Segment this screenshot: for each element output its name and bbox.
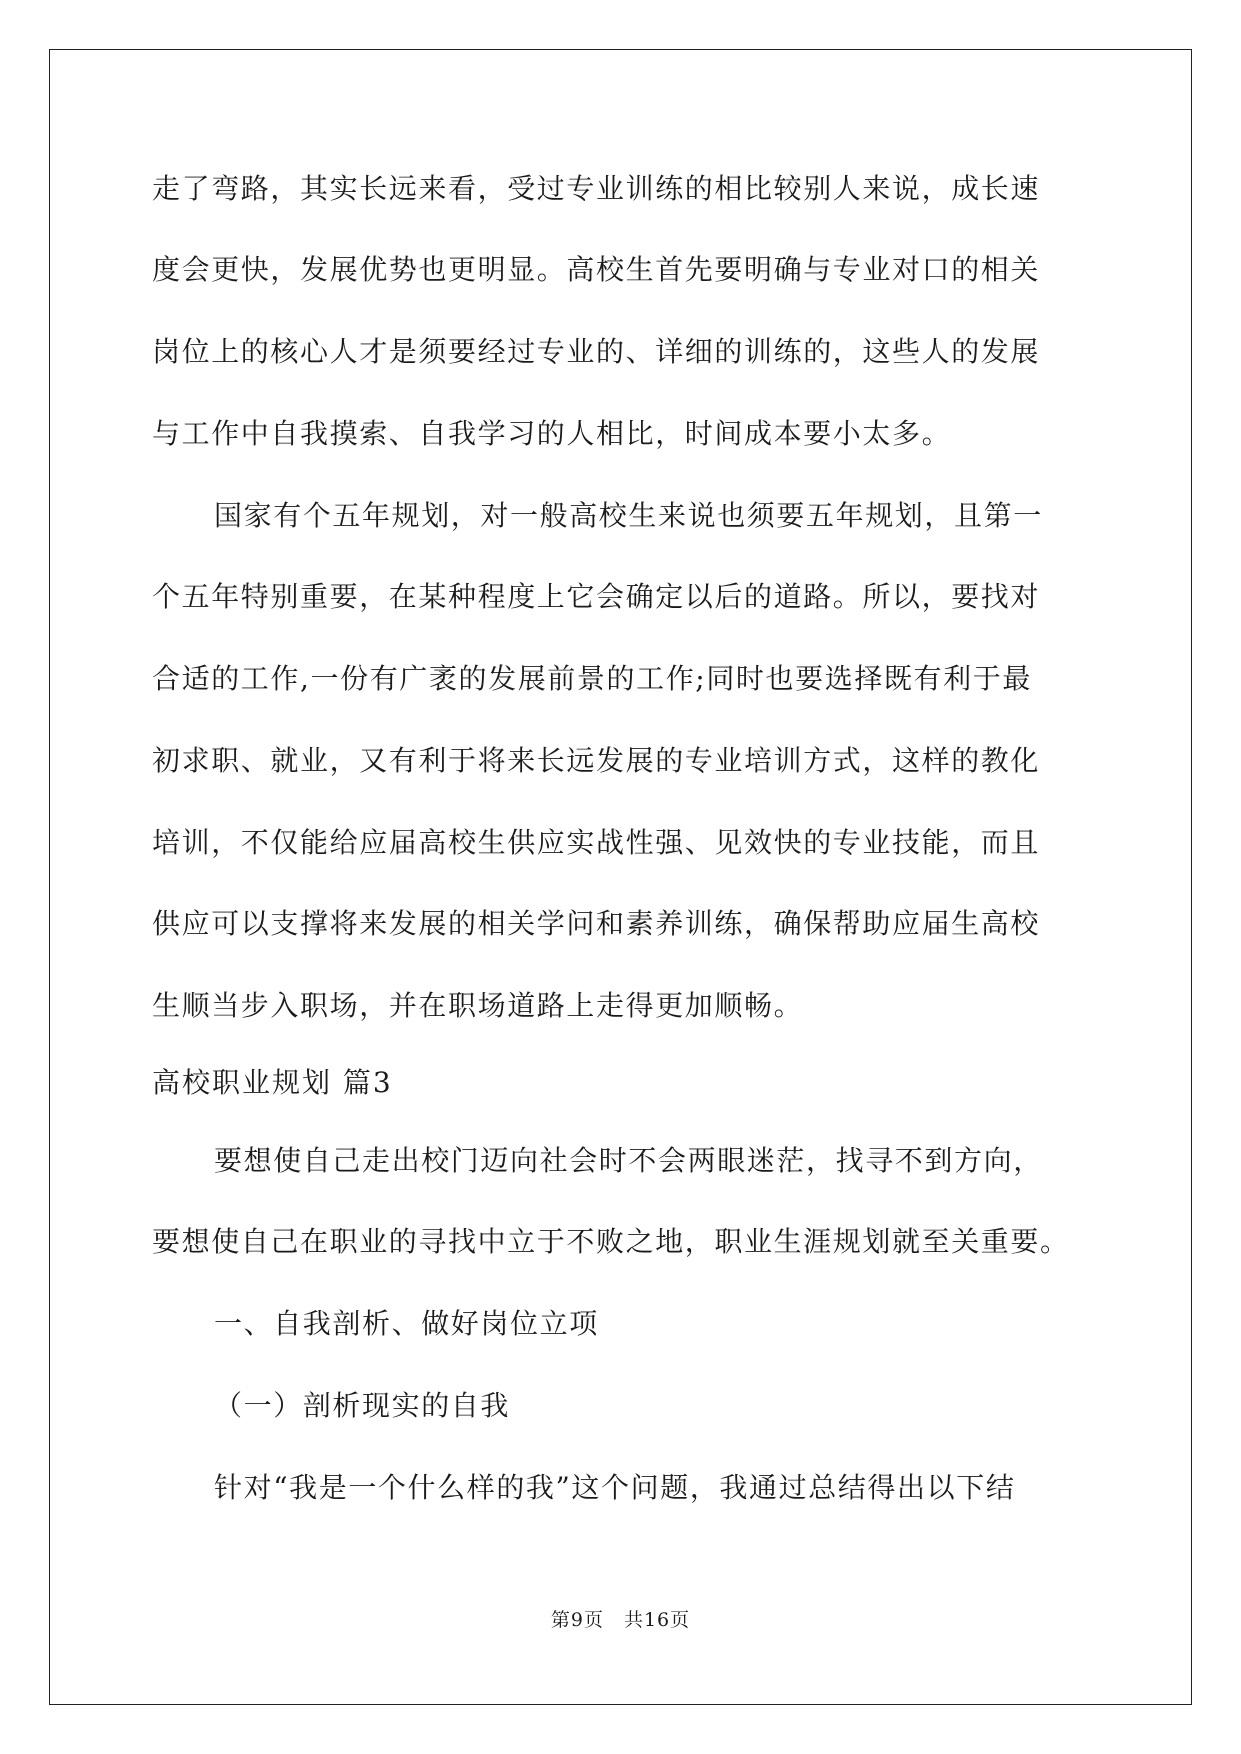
paragraph-line: 要想使自己在职业的寻找中立于不败之地，职业生涯规划就至关重要。 — [152, 1225, 1070, 1258]
paragraph-line: 个五年特别重要，在某种程度上它会确定以后的道路。所以，要找对 — [152, 580, 1041, 613]
paragraph-line: 培训，不仅能给应届高校生供应实战性强、见效快的专业技能，而且 — [152, 826, 1041, 859]
paragraph-line: 针对“我是一个什么样的我”这个问题，我通过总结得出以下结 — [214, 1471, 1016, 1504]
paragraph-line: 供应可以支撑将来发展的相关学问和素养训练，确保帮助应届生高校 — [152, 907, 1041, 940]
paragraph-line: 合适的工作,一份有广袤的发展前景的工作;同时也要选择既有利于最 — [152, 662, 1032, 695]
paragraph-line: 生顺当步入职场，并在职场道路上走得更加顺畅。 — [152, 989, 804, 1022]
section-heading: 高校职业规划 篇3 — [152, 1066, 393, 1099]
paragraph-line: 国家有个五年规划，对一般高校生来说也须要五年规划，且第一 — [214, 499, 1043, 532]
paragraph-line: 初求职、就业，又有利于将来长远发展的专业培训方式，这样的教化 — [152, 744, 1041, 777]
paragraph-line: 岗位上的核心人才是须要经过专业的、详细的训练的，这些人的发展 — [152, 335, 1041, 368]
subheading: 一、自我剖析、做好岗位立项 — [214, 1307, 599, 1340]
paragraph-line: 走了弯路，其实长远来看，受过专业训练的相比较别人来说，成长速 — [152, 172, 1041, 205]
page-footer: 第9页 共16页 — [550, 1609, 691, 1631]
subheading: （一）剖析现实的自我 — [214, 1389, 511, 1422]
paragraph-line: 要想使自己走出校门迈向社会时不会两眼迷茫，找寻不到方向， — [214, 1144, 1043, 1177]
page-border — [49, 49, 1192, 1705]
paragraph-line: 与工作中自我摸索、自我学习的人相比，时间成本要小太多。 — [152, 417, 952, 450]
paragraph-line: 度会更快，发展优势也更明显。高校生首先要明确与专业对口的相关 — [152, 253, 1041, 286]
